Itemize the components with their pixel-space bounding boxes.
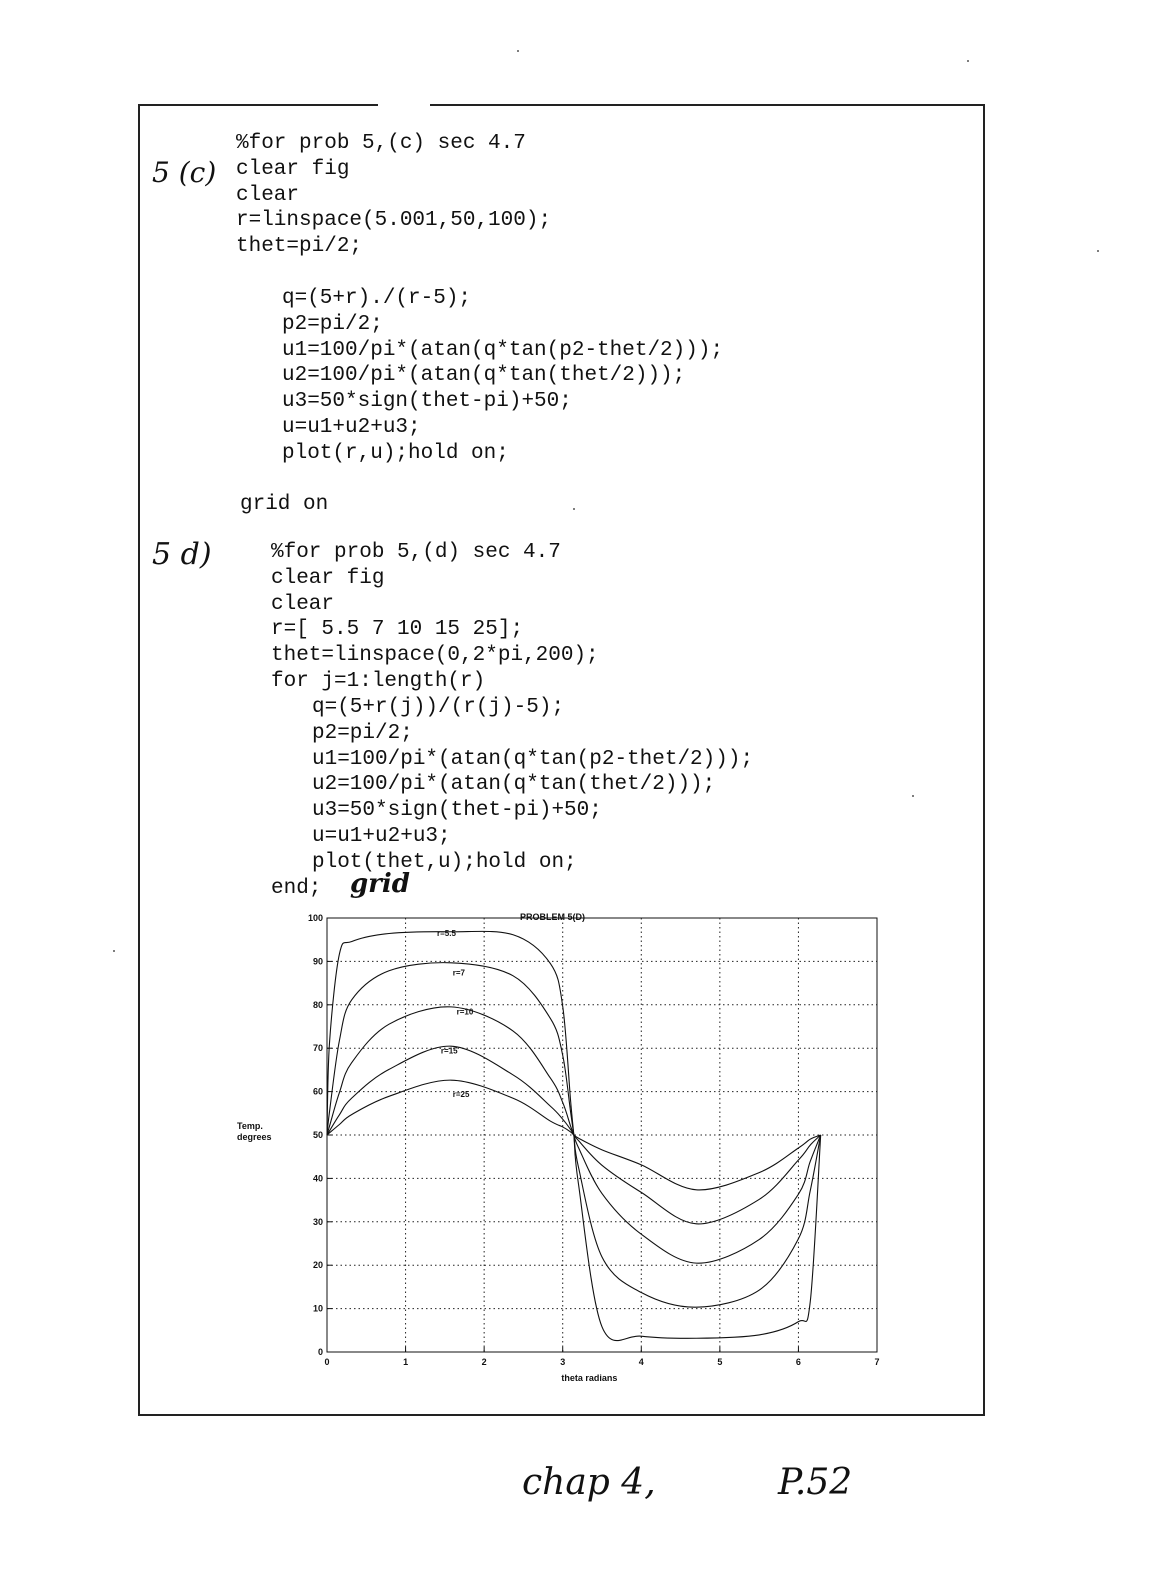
chart-grid xyxy=(327,918,877,1352)
x-tick-label: 4 xyxy=(638,1357,644,1367)
x-tick-label: 1 xyxy=(403,1357,409,1367)
code-line: for j=1:length(r) xyxy=(271,669,486,693)
y-tick-label: 60 xyxy=(312,1086,323,1097)
code-line: plot(r,u);hold on; xyxy=(282,441,509,465)
code-line: r=[ 5.5 7 10 15 25]; xyxy=(271,618,524,642)
code-line: p2=pi/2; xyxy=(282,312,383,336)
y-tick-label: 100 xyxy=(307,913,323,923)
series-lines xyxy=(327,931,821,1340)
y-tick-label: 10 xyxy=(312,1303,323,1314)
x-tick-label: 7 xyxy=(874,1357,880,1367)
series-annotation: r=5.5 xyxy=(437,929,456,939)
code-line: u=u1+u2+u3; xyxy=(312,824,451,848)
problem-5d-chart xyxy=(230,905,900,1395)
code-line: %for prob 5,(c) sec 4.7 xyxy=(236,132,526,155)
series-annotation: r=7 xyxy=(452,968,465,978)
x-tick-label: 3 xyxy=(560,1357,566,1367)
y-tick-label: 40 xyxy=(312,1173,323,1184)
y-tick-label: 70 xyxy=(312,1043,323,1054)
code-line: u2=100/pi*(atan(q*tan(thet/2))); xyxy=(282,364,686,388)
code-block-c-header xyxy=(236,131,551,260)
x-tick-label: 2 xyxy=(481,1357,487,1367)
scan-speck xyxy=(573,508,575,510)
code-block-c-footer xyxy=(240,492,328,518)
y-tick-label: 90 xyxy=(312,956,323,967)
x-tick-label: 0 xyxy=(324,1357,330,1367)
code-line: u3=50*sign(thet-pi)+50; xyxy=(282,390,572,414)
y-tick-label: 80 xyxy=(312,999,323,1010)
code-line: u=u1+u2+u3; xyxy=(282,415,421,439)
scan-speck xyxy=(912,795,914,797)
scan-speck xyxy=(967,60,969,62)
axis-ticks xyxy=(308,913,880,1367)
handwritten-page-number: P.52 xyxy=(778,1462,853,1503)
code-line: end; xyxy=(271,877,322,900)
scan-speck xyxy=(113,950,115,952)
y-tick-label: 0 xyxy=(317,1347,323,1357)
series-annotation: r=15 xyxy=(440,1046,458,1056)
code-line: thet=linspace(0,2*pi,200); xyxy=(271,644,599,668)
code-line: clear fig xyxy=(236,157,350,181)
chart-title: PROBLEM 5(D) xyxy=(520,912,585,922)
series-annotation: r=25 xyxy=(452,1089,470,1099)
code-line: u3=50*sign(thet-pi)+50; xyxy=(312,799,602,823)
code-block-d-header xyxy=(271,540,599,695)
code-line: plot(thet,u);hold on; xyxy=(312,850,577,874)
code-line: u1=100/pi*(atan(q*tan(p2-thet/2))); xyxy=(282,338,724,362)
x-tick-label: 6 xyxy=(795,1357,801,1367)
code-line: grid on xyxy=(240,493,329,516)
x-tick-label: 5 xyxy=(717,1357,723,1367)
code-block-c-body xyxy=(282,286,723,467)
code-line: q=(5+r)./(r-5); xyxy=(282,287,472,310)
code-line: p2=pi/2; xyxy=(312,721,413,745)
series-annotations xyxy=(437,929,474,1099)
code-line: thet=pi/2; xyxy=(236,235,363,259)
handwritten-chapter: chap 4, xyxy=(522,1462,656,1503)
code-line: u1=100/pi*(atan(q*tan(p2-thet/2))); xyxy=(312,747,754,771)
code-line: q=(5+r(j))/(r(j)-5); xyxy=(312,696,565,719)
series-annotation: r=10 xyxy=(456,1007,474,1017)
handwritten-grid-note: grid xyxy=(350,869,410,899)
code-line: clear fig xyxy=(271,566,385,590)
handwritten-label-5d: 5 d) xyxy=(152,537,212,572)
code-line: %for prob 5,(d) sec 4.7 xyxy=(271,541,561,564)
handwritten-label-5c: 5 (c) xyxy=(152,156,217,189)
x-axis-label: theta radians xyxy=(561,1373,618,1383)
scan-speck xyxy=(1097,250,1099,252)
y-tick-label: 20 xyxy=(312,1260,323,1271)
code-line: u2=100/pi*(atan(q*tan(thet/2))); xyxy=(312,773,716,797)
y-axis-label: Temp. xyxy=(237,1121,263,1131)
code-line: clear xyxy=(236,183,300,207)
code-line: clear xyxy=(271,592,335,616)
code-line: r=linspace(5.001,50,100); xyxy=(236,209,552,233)
code-block-d-body xyxy=(312,695,753,876)
y-axis-label: degrees xyxy=(237,1132,272,1142)
code-block-d-footer xyxy=(271,876,321,902)
y-tick-label: 30 xyxy=(312,1216,323,1227)
scan-speck xyxy=(517,50,519,52)
y-tick-label: 50 xyxy=(312,1130,323,1140)
